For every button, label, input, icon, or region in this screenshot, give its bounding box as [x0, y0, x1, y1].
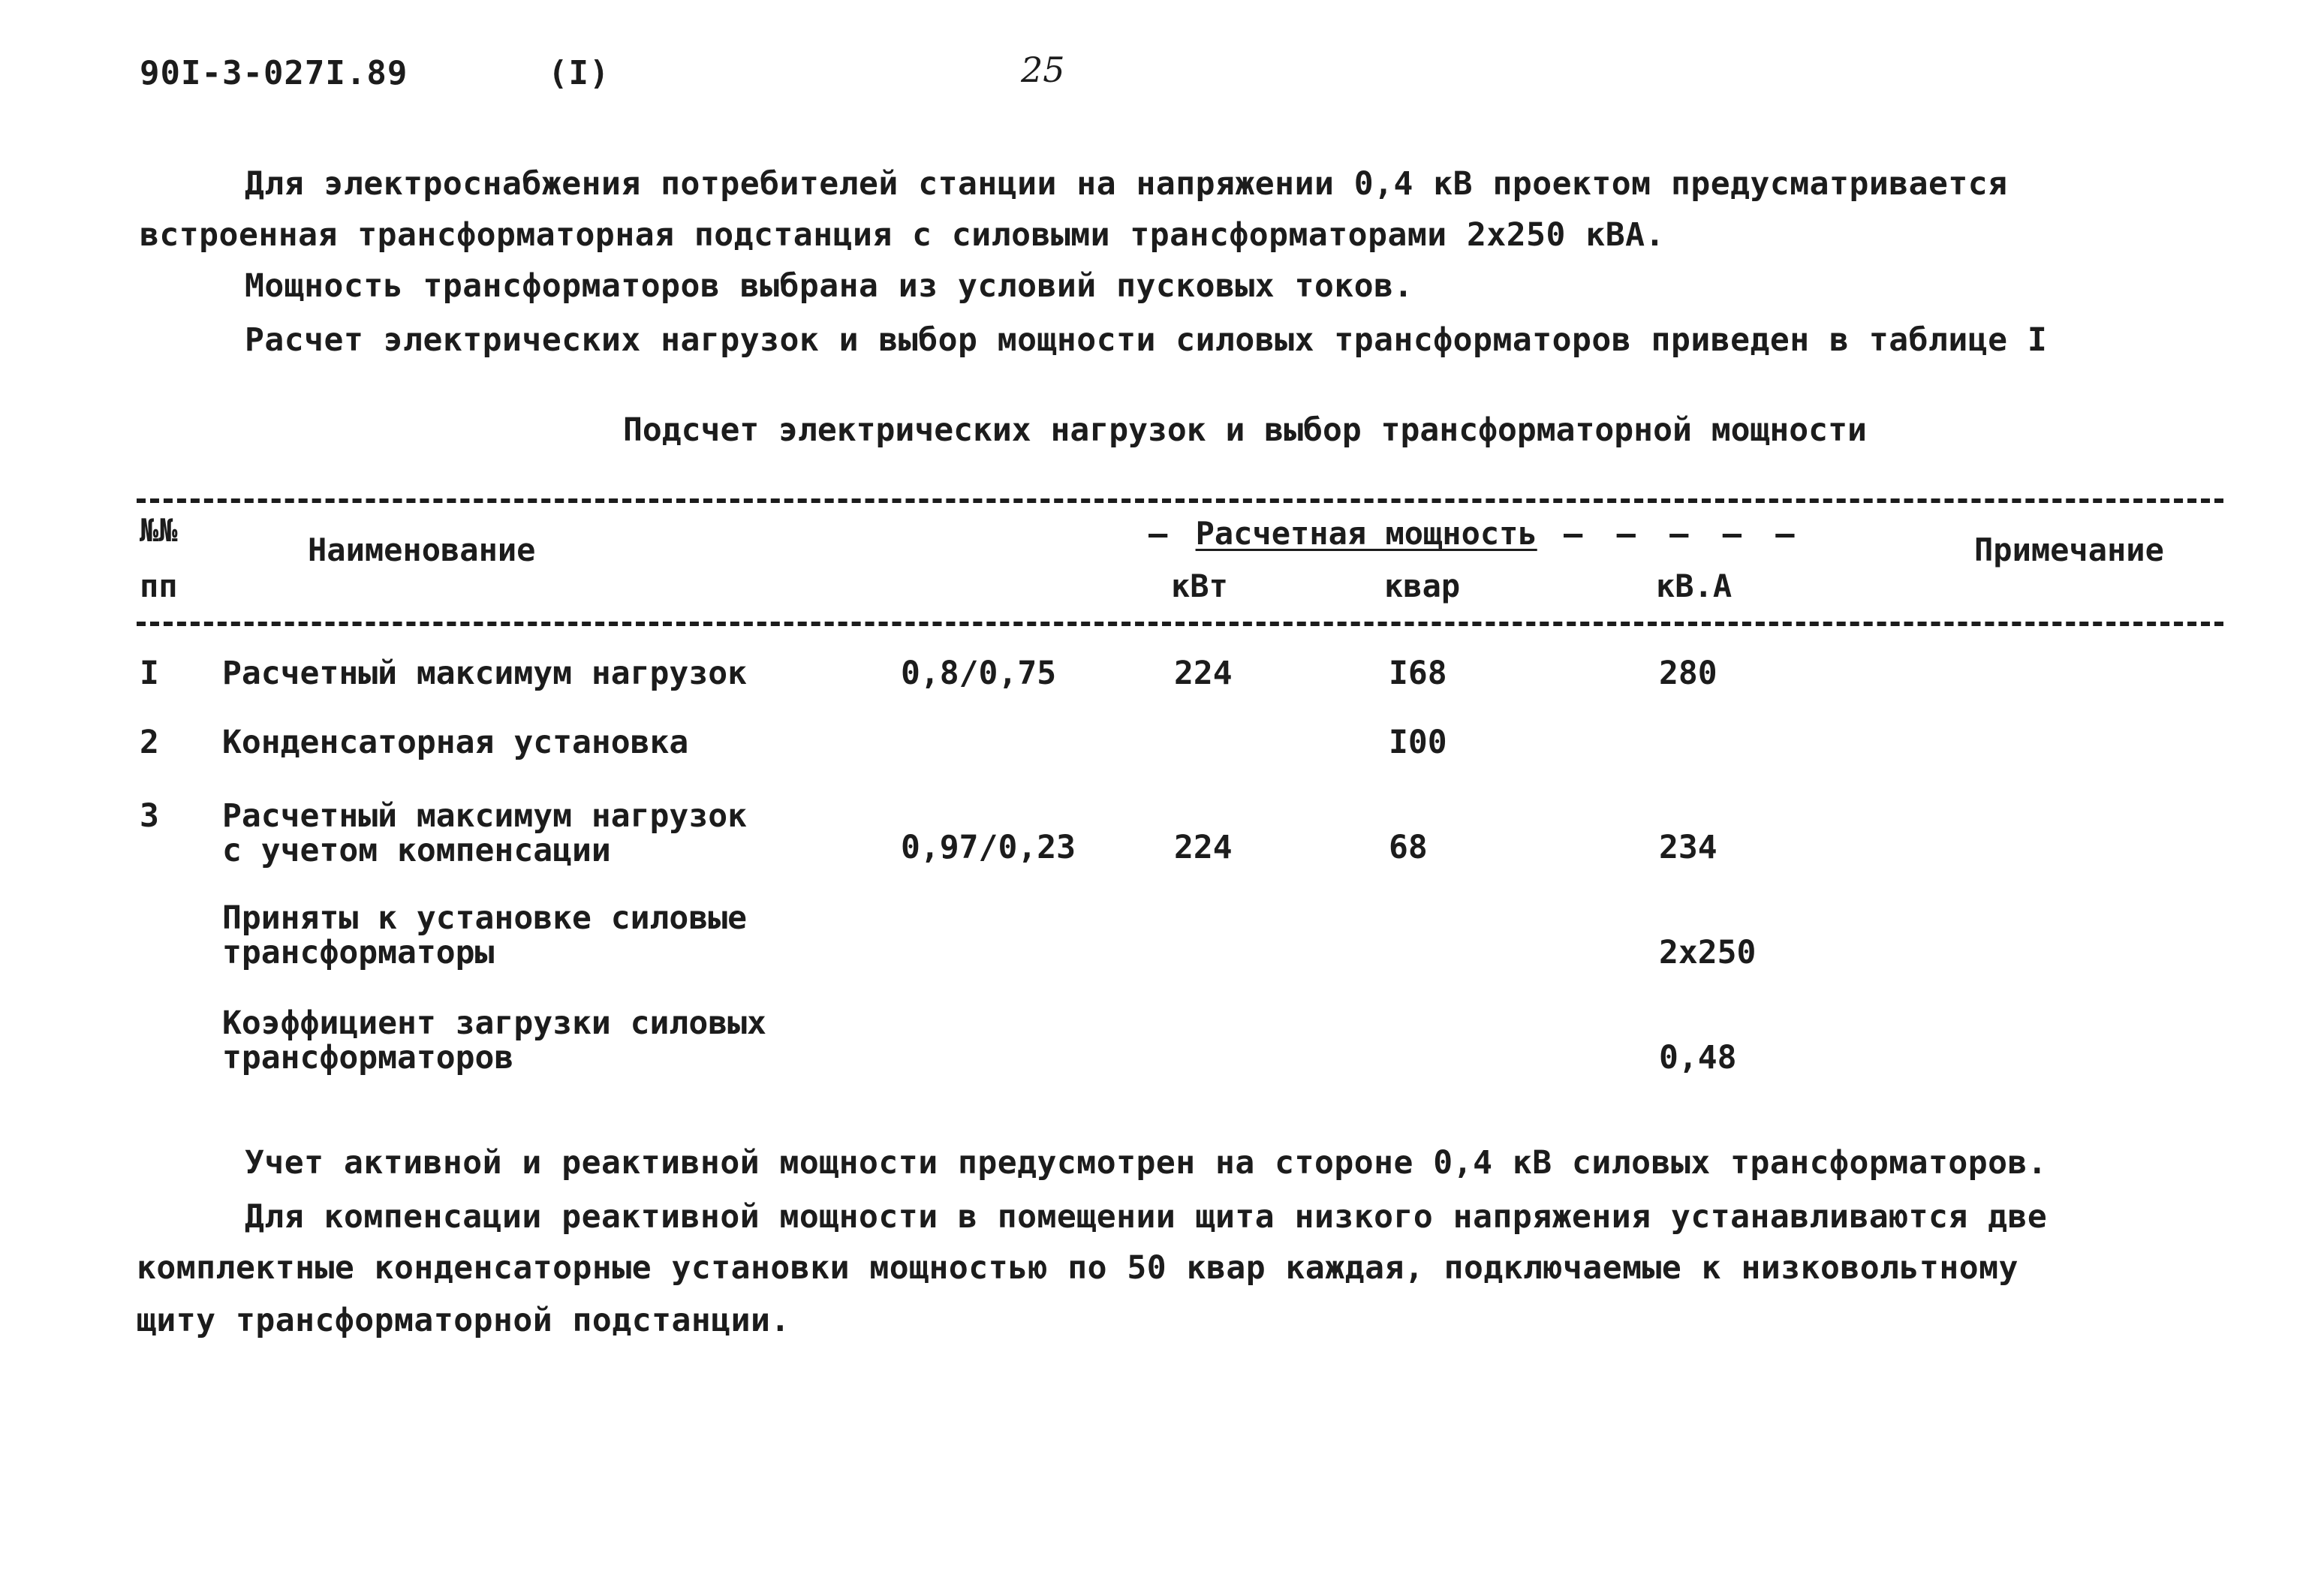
header-num-line1: №№ — [140, 512, 178, 549]
row-num: 3 — [140, 797, 159, 835]
header-name: Наименование — [308, 531, 536, 568]
row-kva: 234 — [1659, 829, 1717, 866]
row-name-line1: Коэффициент загрузки силовых — [222, 1004, 766, 1042]
row-name: Конденсаторная установка — [222, 724, 689, 761]
header-power-title: Расчетная мощность — [1195, 515, 1537, 552]
row-kvar: I68 — [1389, 655, 1447, 692]
header-kvar: квар — [1384, 568, 1461, 604]
row-coef: 0,8/0,75 — [901, 655, 1057, 692]
header-power-group: — Расчетная мощность — — — — — — [1148, 515, 1802, 552]
row-kva: 280 — [1659, 655, 1717, 692]
intro-p1-line2: встроенная трансформаторная подстанция с силовыми трансформаторами 2х250 кВА. — [140, 216, 1665, 254]
row-name-line2: трансформаторов — [222, 1039, 514, 1077]
row-kva: 0,48 — [1659, 1039, 1737, 1077]
outro-p2-line2: комплектные конденсаторные установки мощностью по 50 квар каждая, подключаемые к низковольтному — [137, 1249, 2019, 1287]
outro-p1: Учет активной и реактивной мощности предусмотрен на стороне 0,4 кВ силовых трансформаторов. — [245, 1144, 2048, 1182]
table-rule-header — [137, 622, 2223, 626]
row-kw: 224 — [1174, 655, 1233, 692]
doc-part: (I) — [548, 54, 610, 92]
doc-code: 90I-3-027I.89 — [140, 54, 408, 92]
page-number: 25 — [1021, 50, 1065, 90]
intro-p3: Расчет электрических нагрузок и выбор мощности силовых трансформаторов приведен в таблице I — [245, 321, 2048, 359]
row-kva: 2х250 — [1659, 934, 1757, 971]
table-rule-top — [137, 498, 2223, 503]
row-name: Расчетный максимум нагрузок — [222, 655, 747, 692]
header-kw: кВт — [1171, 568, 1228, 604]
table-caption: Подсчет электрических нагрузок и выбор трансформаторной мощности — [623, 411, 1867, 449]
row-coef: 0,97/0,23 — [901, 829, 1076, 866]
header-num-line2: пп — [140, 568, 178, 604]
intro-p1-line1: Для электроснабжения потребителей станции на напряжении 0,4 кВ проектом предусматривается — [245, 165, 2008, 203]
row-name-line1: Приняты к установке силовые — [222, 899, 747, 937]
outro-p2-line1: Для компенсации реактивной мощности в помещении щита низкого напряжения устанавливаются две — [245, 1198, 2048, 1236]
header-kva: кВ.А — [1656, 568, 1733, 604]
row-num: I — [140, 655, 159, 692]
row-name-line2: с учетом компенсации — [222, 832, 611, 869]
row-num: 2 — [140, 724, 159, 761]
outro-p2-line3: щиту трансформаторной подстанции. — [137, 1302, 790, 1339]
row-kvar: 68 — [1389, 829, 1428, 866]
header-note: Примечание — [1974, 531, 2164, 568]
row-kvar: I00 — [1389, 724, 1447, 761]
row-name-line2: трансформаторы — [222, 934, 495, 971]
row-kw: 224 — [1174, 829, 1233, 866]
row-name-line1: Расчетный максимум нагрузок — [222, 797, 747, 835]
intro-p2: Мощность трансформаторов выбрана из условий пусковых токов. — [245, 267, 1413, 305]
